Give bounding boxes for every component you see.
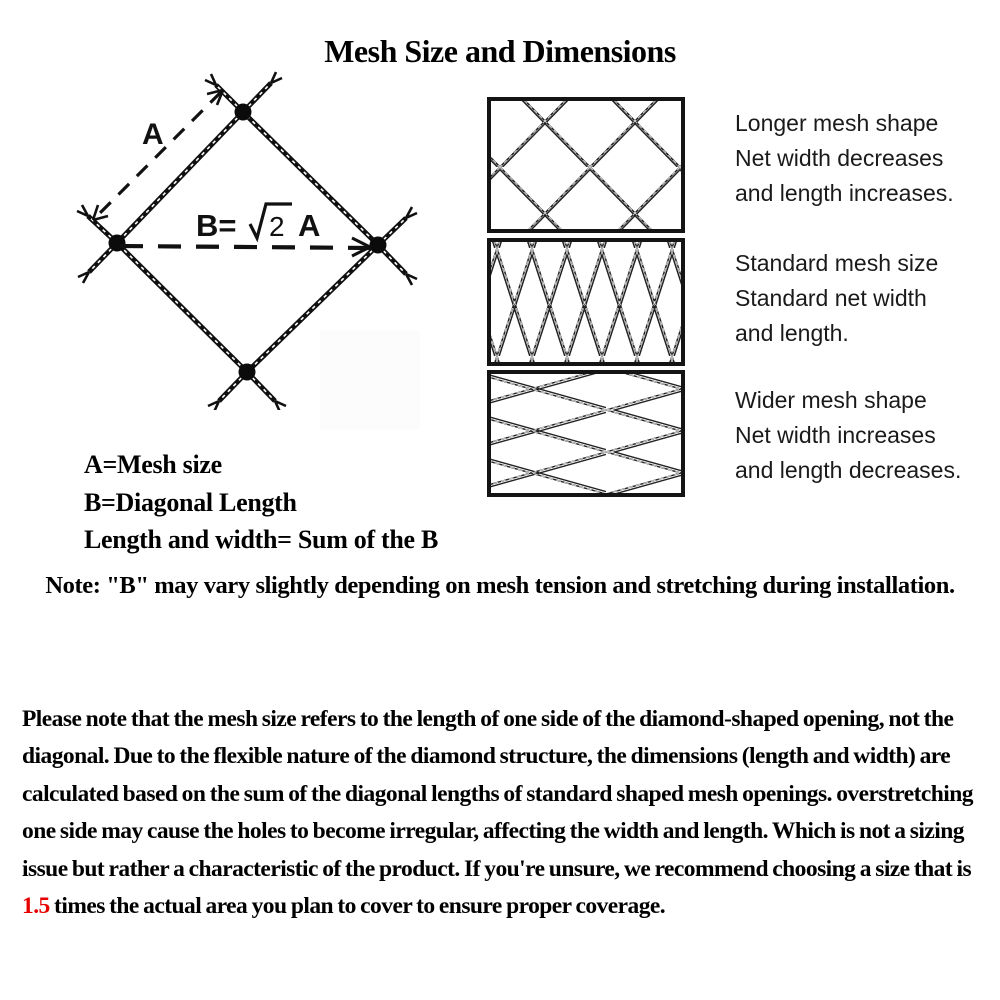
mesh-image-longer	[487, 97, 685, 233]
legend-line-a: A=Mesh size	[84, 450, 222, 479]
label-b-suffix: A	[298, 208, 321, 243]
label-b-radicand: 2	[269, 211, 285, 242]
caption-line: Net width increases	[735, 422, 936, 448]
caption-line: Standard net width	[735, 285, 927, 311]
dimension-b-line	[120, 246, 372, 248]
mesh-diamond-diagram	[40, 70, 480, 410]
label-b-prefix: B=	[196, 208, 237, 243]
caption-line: Longer mesh shape	[735, 110, 939, 136]
caption-longer-mesh	[735, 106, 995, 211]
caption-line: Net width decreases	[735, 145, 944, 171]
note-line: Note: "B" may vary slightly depending on mesh tension and stretching during installation.	[45, 572, 955, 599]
legend-line-b: B=Diagonal Length	[84, 487, 297, 517]
caption-line: and length.	[735, 320, 849, 346]
caption-wider-mesh	[735, 383, 995, 488]
description-paragraph	[22, 701, 985, 927]
caption-line: and length decreases.	[735, 457, 962, 483]
ratio-highlight: 1.5	[22, 893, 50, 920]
caption-line: Standard mesh size	[735, 250, 939, 276]
rope-fork-ends	[77, 72, 417, 410]
label-a: A	[142, 118, 164, 151]
paragraph-text-after: times the actual area you plan to cover to ensure proper coverage.	[49, 893, 666, 920]
legend	[84, 446, 438, 559]
caption-line: and length increases.	[735, 180, 954, 206]
caption-standard-mesh	[735, 246, 995, 351]
caption-line: Wider mesh shape	[735, 387, 927, 413]
mesh-image-standard	[487, 238, 685, 366]
paragraph-text-before: Please note that the mesh size refers to the length of one side of the diamond-shaped opening, not the diagonal. Due to the flexible nature of the diamond structure, the dimensions (length and width) are calculated based on the sum of the diagonal lengths of standard shaped mesh openings. overstretching one side may cause the holes to become irregular, affecting the width and length. Which is not a sizing issue but rather a characteristic of the product. If you're unsure, we recommend choosing a size that is	[22, 705, 973, 882]
mesh-image-wider	[487, 370, 685, 497]
legend-line-sum: Length and width= Sum of the B	[84, 525, 439, 554]
page-title: Mesh Size and Dimensions	[324, 33, 676, 69]
